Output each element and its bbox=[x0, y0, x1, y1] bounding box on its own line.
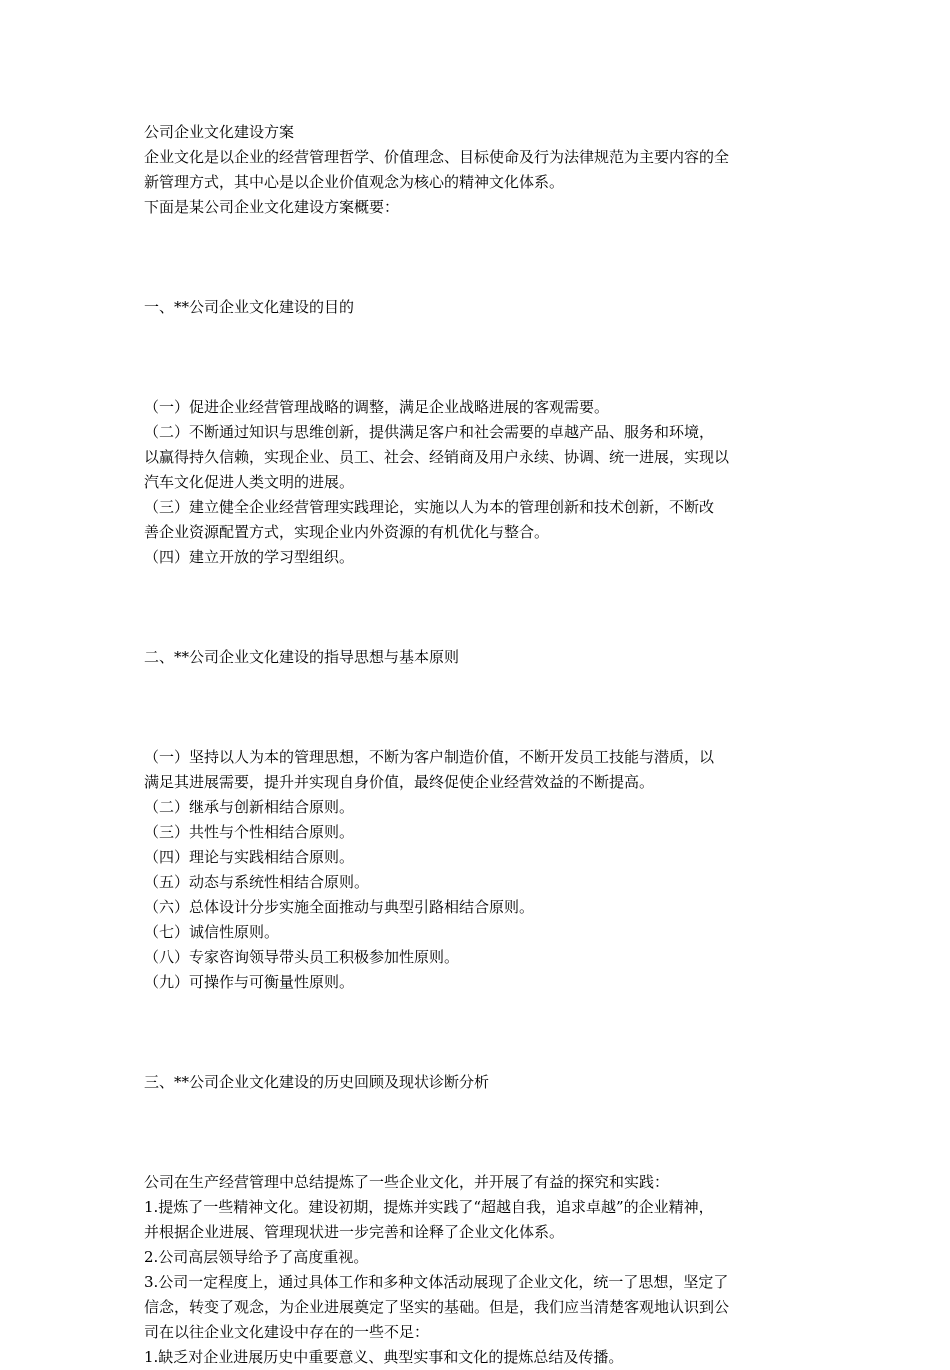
paragraph-line: （二）继承与创新相结合原则。 bbox=[144, 798, 355, 816]
spacer bbox=[144, 1095, 814, 1170]
spacer bbox=[144, 670, 814, 745]
document-title: 公司企业文化建设方案 bbox=[144, 123, 295, 141]
intro-line: 下面是某公司企业文化建设方案概要： bbox=[144, 198, 400, 216]
paragraph-line: （五）动态与系统性相结合原则。 bbox=[144, 873, 370, 891]
paragraph-line: （六）总体设计分步实施全面推动与典型引路相结合原则。 bbox=[144, 898, 535, 916]
paragraph-line: （三）建立健全企业经营管理实践理论，实施以人为本的管理创新和技术创新，不断改 bbox=[144, 498, 715, 516]
paragraph-line: 1.缺乏对企业进展历史中重要意义、典型实事和文化的提炼总结及传播。 bbox=[144, 1348, 624, 1366]
spacer bbox=[144, 320, 814, 395]
paragraph-line: 1.提炼了一些精神文化。建设初期，提炼并实践了“超越自我，追求卓越”的企业精神， bbox=[144, 1198, 714, 1216]
intro-line: 企业文化是以企业的经营管理哲学、价值理念、目标使命及行为法律规范为主要内容的全 bbox=[144, 148, 730, 166]
section-heading: 一、**公司企业文化建设的目的 bbox=[144, 298, 355, 316]
paragraph-line: 并根据企业进展、管理现状进一步完善和诠释了企业文化体系。 bbox=[144, 1223, 565, 1241]
paragraph-line: （八）专家咨询领导带头员工积极参加性原则。 bbox=[144, 948, 460, 966]
paragraph-line: 2.公司高层领导给予了高度重视。 bbox=[144, 1248, 369, 1266]
spacer bbox=[144, 220, 814, 295]
paragraph-line: （七）诚信性原则。 bbox=[144, 923, 280, 941]
section-heading: 二、**公司企业文化建设的指导思想与基本原则 bbox=[144, 648, 460, 666]
paragraph-line: 信念，转变了观念，为企业进展奠定了坚实的基础。但是，我们应当清楚客观地认识到公 bbox=[144, 1298, 730, 1316]
paragraph-line: 司在以往企业文化建设中存在的一些不足： bbox=[144, 1323, 430, 1341]
paragraph-line: 3.公司一定程度上，通过具体工作和多种文体活动展现了企业文化，统一了思想，坚定了 bbox=[144, 1273, 729, 1291]
paragraph-line: （三）共性与个性相结合原则。 bbox=[144, 823, 355, 841]
paragraph-line: 汽车文化促进人类文明的进展。 bbox=[144, 473, 355, 491]
intro-line: 新管理方式，其中心是以企业价值观念为核心的精神文化体系。 bbox=[144, 173, 565, 191]
paragraph-line: （四）建立开放的学习型组织。 bbox=[144, 548, 355, 566]
paragraph-line: 善企业资源配置方式，实现企业内外资源的有机优化与整合。 bbox=[144, 523, 550, 541]
spacer bbox=[144, 995, 814, 1070]
paragraph-line: 公司在生产经营管理中总结提炼了一些企业文化，并开展了有益的探究和实践： bbox=[144, 1173, 670, 1191]
spacer bbox=[144, 570, 814, 645]
paragraph-line: （九）可操作与可衡量性原则。 bbox=[144, 973, 355, 991]
section-heading: 三、**公司企业文化建设的历史回顾及现状诊断分析 bbox=[144, 1073, 490, 1091]
paragraph-line: （四）理论与实践相结合原则。 bbox=[144, 848, 355, 866]
paragraph-line: （二）不断通过知识与思维创新，提供满足客户和社会需要的卓越产品、服务和环境， bbox=[144, 423, 715, 441]
paragraph-line: 满足其进展需要，提升并实现自身价值，最终促使企业经营效益的不断提高。 bbox=[144, 773, 655, 791]
paragraph-line: （一）促进企业经营管理战略的调整，满足企业战略进展的客观需要。 bbox=[144, 398, 610, 416]
paragraph-line: （一）坚持以人为本的管理思想，不断为客户制造价值，不断开发员工技能与潜质，以 bbox=[144, 748, 715, 766]
paragraph-line: 以赢得持久信赖，实现企业、员工、社会、经销商及用户永续、协调、统一进展，实现以 bbox=[144, 448, 730, 466]
document-body bbox=[144, 120, 814, 1370]
